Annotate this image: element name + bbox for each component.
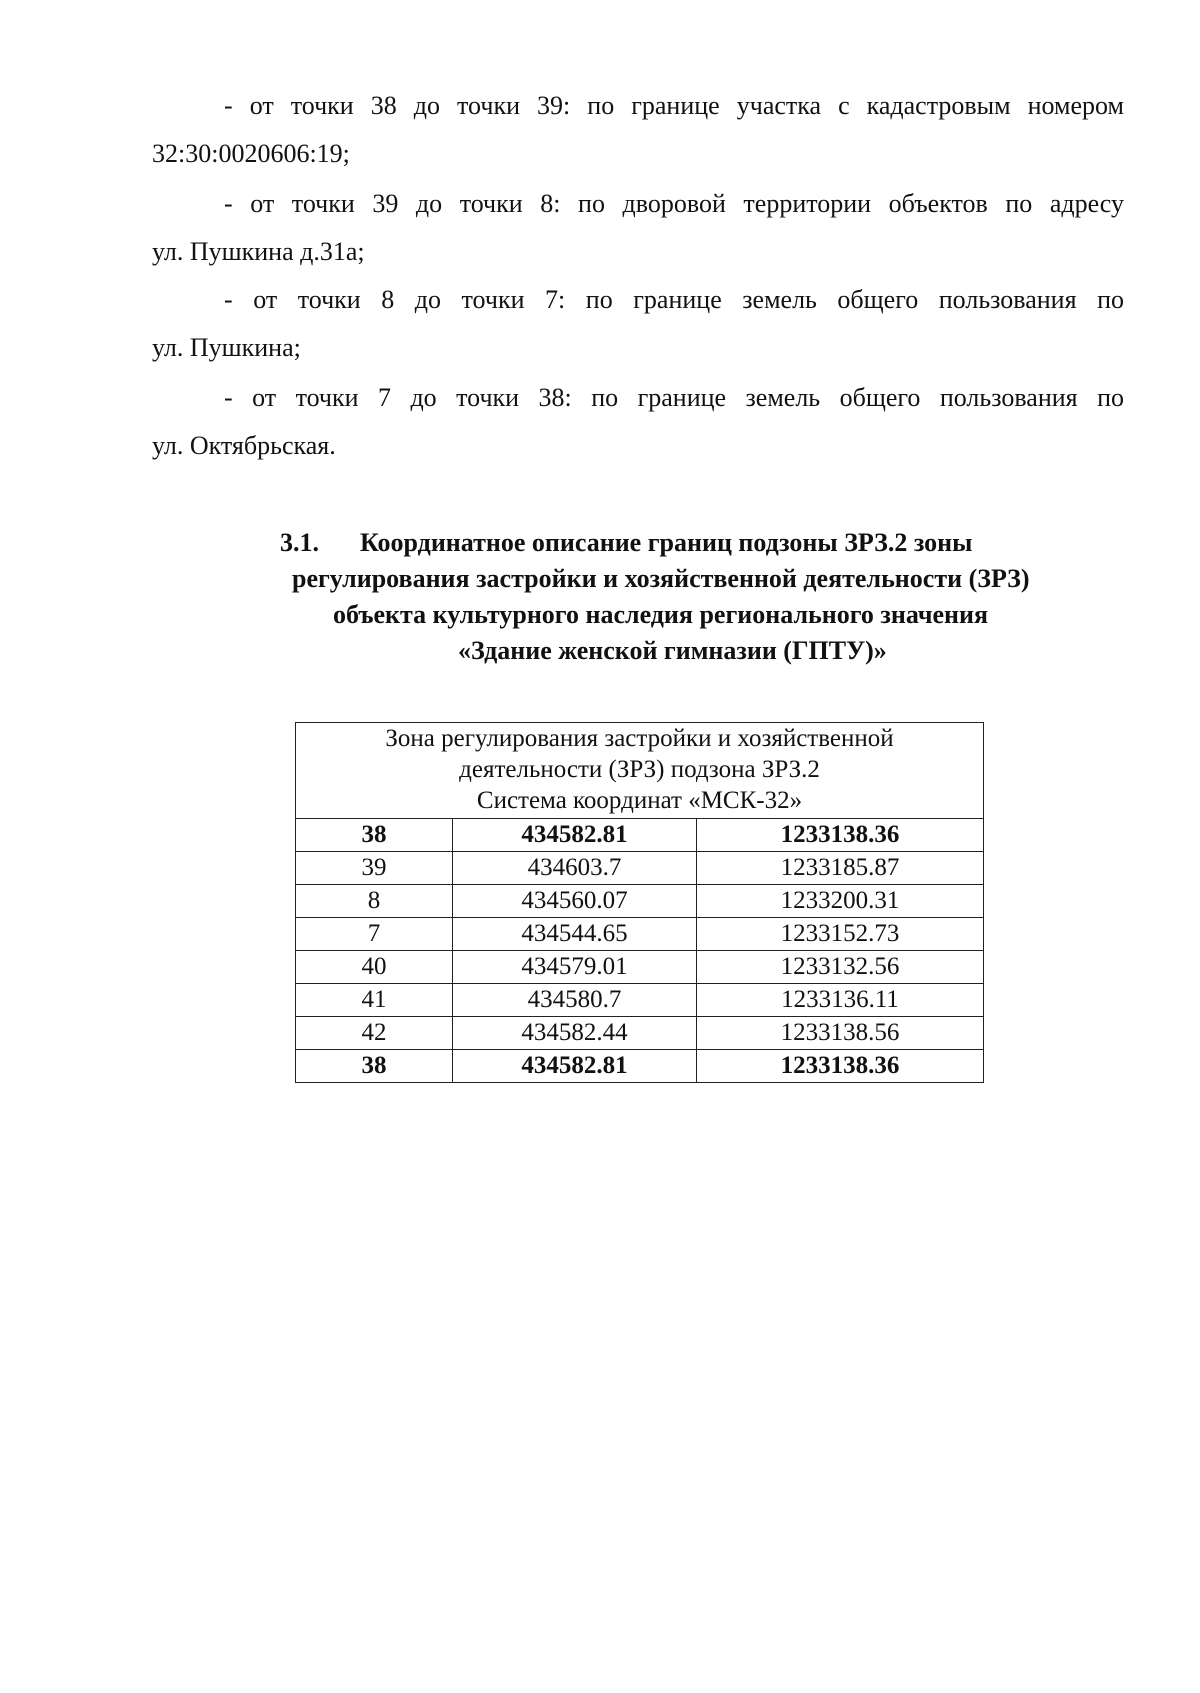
caption-line-1: Зона регулирования застройки и хозяйственной — [385, 725, 894, 752]
point-number-cell: 38 — [296, 819, 453, 852]
paragraph-first-line: - от точки 38 до точки 39: по границе участка с кадастровым номером — [224, 91, 1124, 120]
boundary-paragraph-1 — [152, 82, 1124, 178]
paragraph-first-line: - от точки 8 до точки 7: по границе земель общего пользования по — [224, 285, 1124, 314]
x-coordinate-cell: 434603.7 — [453, 852, 697, 885]
table-row — [296, 885, 984, 918]
table-row — [296, 1050, 984, 1083]
point-number-cell: 41 — [296, 984, 453, 1017]
table-row — [296, 1017, 984, 1050]
paragraph-continuation: ул. Пушкина д.31а; — [152, 237, 365, 266]
paragraph-first-line: - от точки 39 до точки 8: по дворовой территории объектов по адресу — [224, 189, 1124, 218]
table-row — [296, 951, 984, 984]
boundary-paragraph-4 — [152, 374, 1124, 470]
x-coordinate-cell: 434582.81 — [453, 1050, 697, 1083]
caption-line-3: Система координат «МСК-32» — [476, 787, 803, 814]
y-coordinate-cell: 1233138.36 — [697, 819, 984, 852]
y-coordinate-cell: 1233132.56 — [697, 951, 984, 984]
boundary-paragraph-2 — [152, 180, 1124, 276]
heading-line-2: регулирования застройки и хозяйственной деятельности (ЗРЗ) — [292, 564, 1030, 593]
x-coordinate-cell: 434582.44 — [453, 1017, 697, 1050]
heading-line-1 — [280, 525, 1120, 561]
heading-title-part-1: Координатное описание границ подзоны ЗРЗ.2 зоны — [360, 528, 973, 557]
paragraph-continuation: ул. Октябрьская. — [152, 431, 336, 460]
table-row — [296, 918, 984, 951]
paragraph-continuation: 32:30:0020606:19; — [152, 139, 350, 168]
paragraph-first-line: - от точки 7 до точки 38: по границе земель общего пользования по — [224, 383, 1124, 412]
table-row — [296, 819, 984, 852]
x-coordinate-cell: 434579.01 — [453, 951, 697, 984]
table-caption-row — [296, 723, 984, 819]
y-coordinate-cell: 1233138.56 — [697, 1017, 984, 1050]
heading-line-4: «Здание женской гимназии (ГПТУ)» — [458, 636, 887, 665]
y-coordinate-cell: 1233200.31 — [697, 885, 984, 918]
x-coordinate-cell: 434580.7 — [453, 984, 697, 1017]
y-coordinate-cell: 1233185.87 — [697, 852, 984, 885]
point-number-cell: 38 — [296, 1050, 453, 1083]
table-row — [296, 852, 984, 885]
x-coordinate-cell: 434582.81 — [453, 819, 697, 852]
paragraph-continuation: ул. Пушкина; — [152, 333, 301, 362]
point-number-cell: 42 — [296, 1017, 453, 1050]
point-number-cell: 8 — [296, 885, 453, 918]
boundary-paragraph-3 — [152, 276, 1124, 372]
heading-line-3: объекта культурного наследия регионального значения — [333, 600, 989, 629]
point-number-cell: 40 — [296, 951, 453, 984]
section-heading — [280, 525, 1120, 669]
x-coordinate-cell: 434544.65 — [453, 918, 697, 951]
table-caption — [296, 723, 984, 819]
caption-line-2: деятельности (ЗРЗ) подзона ЗРЗ.2 — [459, 756, 820, 783]
section-number: 3.1. — [280, 528, 319, 557]
y-coordinate-cell: 1233152.73 — [697, 918, 984, 951]
point-number-cell: 7 — [296, 918, 453, 951]
coordinates-table — [295, 722, 984, 1083]
y-coordinate-cell: 1233138.36 — [697, 1050, 984, 1083]
x-coordinate-cell: 434560.07 — [453, 885, 697, 918]
point-number-cell: 39 — [296, 852, 453, 885]
y-coordinate-cell: 1233136.11 — [697, 984, 984, 1017]
table-row — [296, 984, 984, 1017]
